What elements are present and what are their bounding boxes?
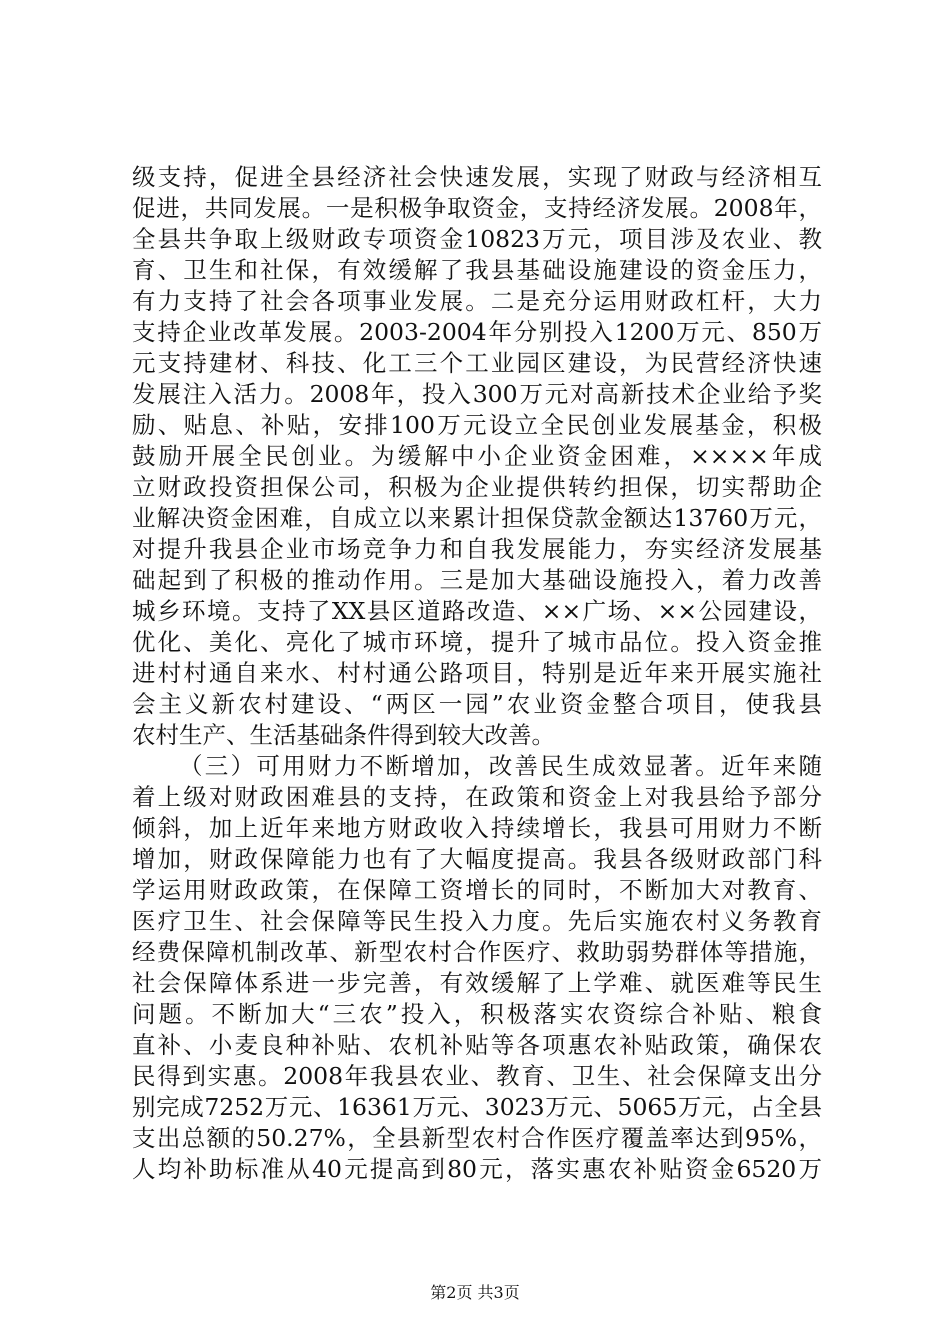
text-line: 着上级对财政困难县的支持，在政策和资金上对我县给予部分: [132, 783, 822, 811]
text-line: 学运用财政政策，在保障工资增长的同时，不断加大对教育、: [132, 876, 822, 904]
section-heading-line: （三）可用财力不断增加，改善民生成效显著。近年来随: [179, 752, 822, 780]
text-line: 有力支持了社会各项事业发展。二是充分运用财政杠杆，大力: [132, 287, 822, 315]
text-line: 医疗卫生、社会保障等民生投入力度。先后实施农村义务教育: [132, 907, 822, 935]
text-line: 业解决资金困难，自成立以来累计担保贷款金额达13760万元，: [132, 504, 822, 532]
text-line: 级支持，促进全县经济社会快速发展，实现了财政与经济相互: [132, 163, 822, 191]
text-line: 支出总额的50.27%，全县新型农村合作医疗覆盖率达到95%，: [132, 1124, 822, 1152]
text-line: 城乡环境。支持了XX县区道路改造、××广场、××公园建设，: [132, 597, 822, 625]
text-line: 人均补助标准从40元提高到80元，落实惠农补贴资金6520万: [132, 1155, 822, 1183]
body-text: [132, 162, 822, 1185]
text-line: 问题。不断加大“三农”投入，积极落实农资综合补贴、粮食: [132, 1000, 822, 1028]
text-line: 促进，共同发展。一是积极争取资金，支持经济发展。2008年，: [132, 194, 822, 222]
text-line: 础起到了积极的推动作用。三是加大基础设施投入，着力改善: [132, 566, 822, 594]
text-line: 别完成7252万元、16361万元、3023万元、5065万元，占全县: [132, 1093, 822, 1121]
text-line: 经费保障机制改革、新型农村合作医疗、救助弱势群体等措施，: [132, 938, 822, 966]
text-line: 育、卫生和社保，有效缓解了我县基础设施建设的资金压力，: [132, 256, 822, 284]
text-line: 倾斜，加上近年来地方财政收入持续增长，我县可用财力不断: [132, 814, 822, 842]
text-line: 会主义新农村建设、“两区一园”农业资金整合项目，使我县: [132, 690, 822, 718]
text-line: 元支持建材、科技、化工三个工业园区建设，为民营经济快速: [132, 349, 822, 377]
text-line: 立财政投资担保公司，积极为企业提供转约担保，切实帮助企: [132, 473, 822, 501]
text-line: 支持企业改革发展。2003-2004年分别投入1200万元、850万: [132, 318, 822, 346]
text-line: 增加，财政保障能力也有了大幅度提高。我县各级财政部门科: [132, 845, 822, 873]
paragraph-end-line: 农村生产、生活基础条件得到较大改善。: [132, 721, 555, 749]
text-line: 优化、美化、亮化了城市环境，提升了城市品位。投入资金推: [132, 628, 822, 656]
text-line: 民得到实惠。2008年我县农业、教育、卫生、社会保障支出分: [132, 1062, 822, 1090]
text-line: 社会保障体系进一步完善，有效缓解了上学难、就医难等民生: [132, 969, 822, 997]
text-line: 发展注入活力。2008年，投入300万元对高新技术企业给予奖: [132, 380, 822, 408]
text-line: 全县共争取上级财政专项资金10823万元，项目涉及农业、教: [132, 225, 822, 253]
text-line: 进村村通自来水、村村通公路项目，特别是近年来开展实施社: [132, 659, 822, 687]
text-line: 励、贴息、补贴，安排100万元设立全民创业发展基金，积极: [132, 411, 822, 439]
text-line: 对提升我县企业市场竞争力和自我发展能力，夯实经济发展基: [132, 535, 822, 563]
text-line: 鼓励开展全民创业。为缓解中小企业资金困难，××××年成: [132, 442, 822, 470]
page-footer: 第2页 共3页: [430, 1283, 520, 1302]
text-line: 直补、小麦良种补贴、农机补贴等各项惠农补贴政策，确保农: [132, 1031, 822, 1059]
